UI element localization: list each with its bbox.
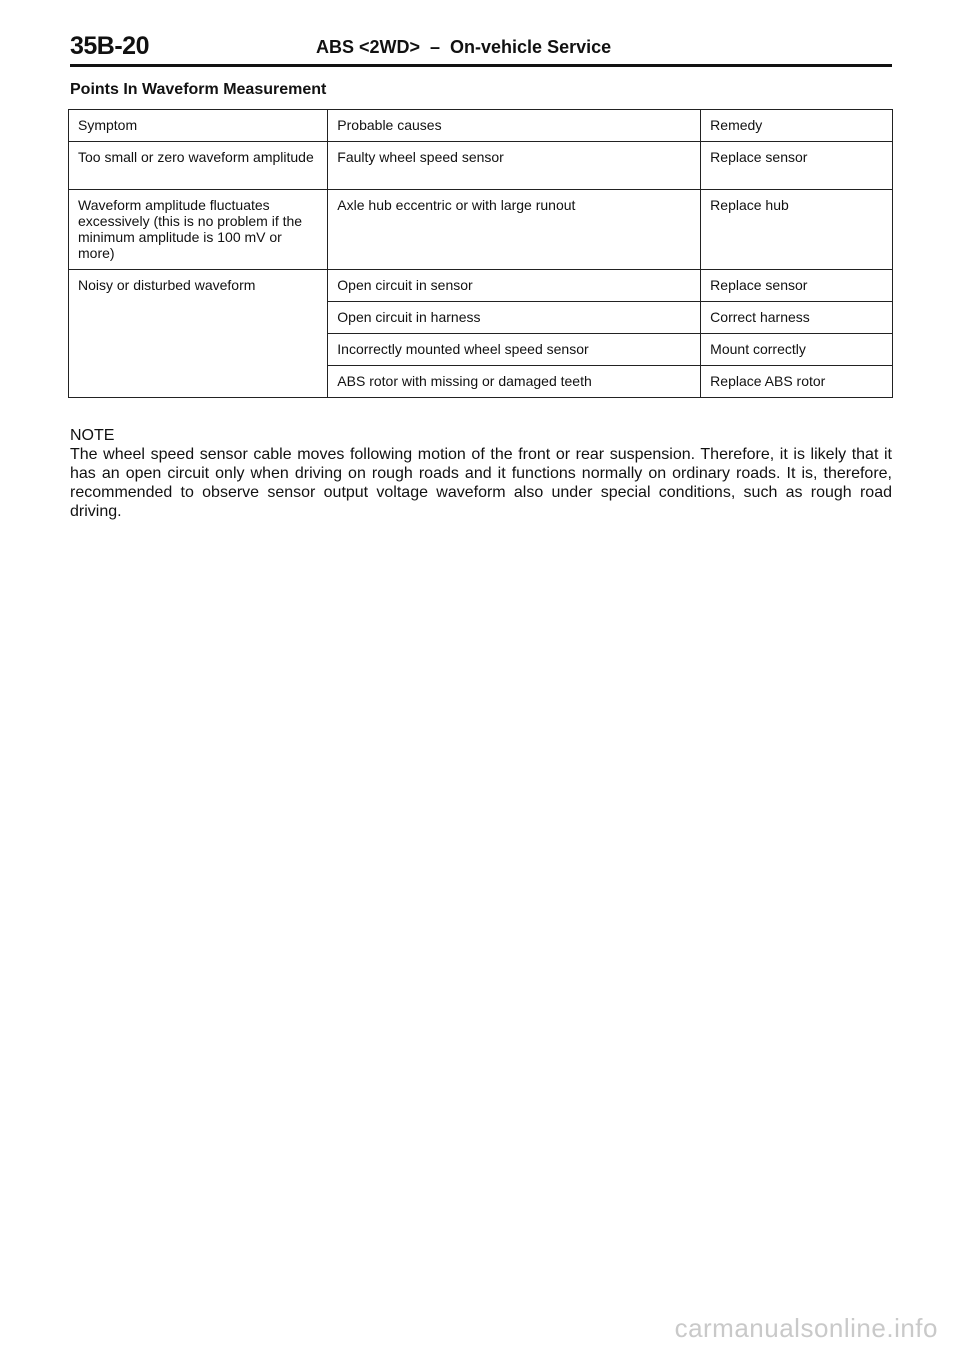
symptom-cell: Waveform amplitude fluctuates excessively (this is no problem if the minimum amplitude is 100 mV or more) [69,190,328,270]
page-title: ABS <2WD> – On-vehicle Service [316,37,612,57]
note-text: The wheel speed sensor cable moves following motion of the front or rear suspension. Therefore, it is likely that it has an open circuit only when driving on rough roads and it functions normally on ordinary roads. It is, therefore, recommended to observe sensor output voltage waveform also under special conditions, such as rough road driving. [70,446,892,520]
column-header-remedy: Remedy [701,110,893,142]
table-row [69,270,893,302]
cause-cell: ABS rotor with missing or damaged teeth [328,366,701,398]
table-header-row [69,110,893,142]
section-title: Points In Waveform Measurement [70,81,327,98]
cause-cell: Open circuit in harness [328,302,701,334]
remedy-cell: Replace sensor [701,270,893,302]
cause-cell: Incorrectly mounted wheel speed sensor [328,334,701,366]
troubleshooting-table [68,109,893,398]
page-header [70,30,892,67]
note-block [70,426,892,521]
remedy-cell: Mount correctly [701,334,893,366]
cause-cell: Open circuit in sensor [328,270,701,302]
remedy-cell: Replace hub [701,190,893,270]
table-row [69,190,893,270]
symptom-cell: Noisy or disturbed waveform [69,270,328,398]
cause-cell: Faulty wheel speed sensor [328,142,701,190]
column-header-symptom: Symptom [69,110,328,142]
note-label: NOTE [70,427,115,444]
watermark: carmanualsonline.info [674,1313,938,1343]
remedy-cell: Replace ABS rotor [701,366,893,398]
column-header-causes: Probable causes [328,110,701,142]
page-number: 35B-20 [70,32,149,60]
cause-cell: Axle hub eccentric or with large runout [328,190,701,270]
remedy-cell: Replace sensor [701,142,893,190]
symptom-cell: Too small or zero waveform amplitude [69,142,328,190]
table-row [69,142,893,190]
remedy-cell: Correct harness [701,302,893,334]
